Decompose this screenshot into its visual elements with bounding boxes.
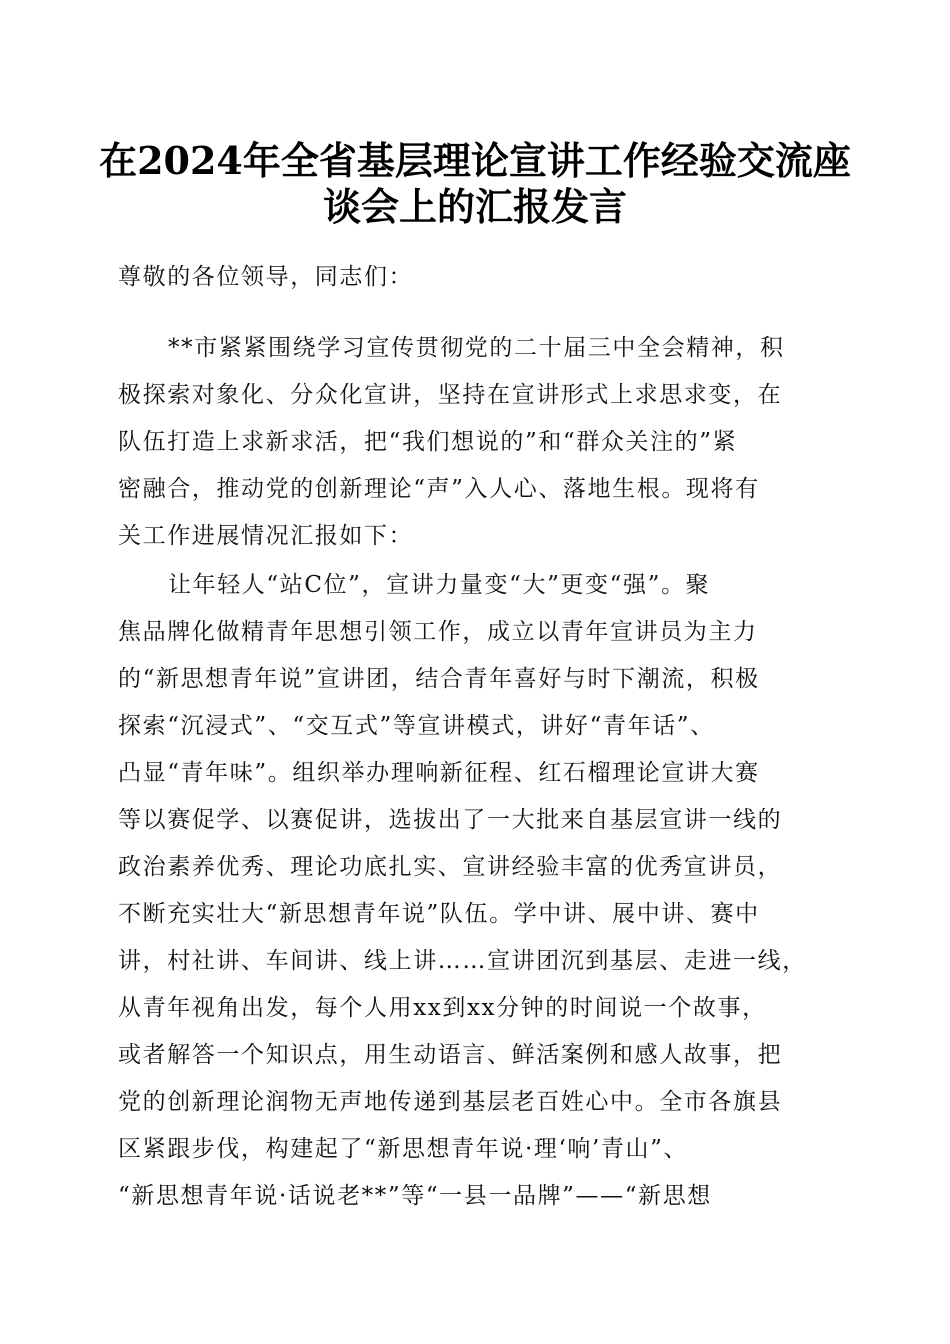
paragraph-1-line-3: 队伍打造上求新求活，把“我们想说的”和“群众关注的”紧 <box>118 429 738 455</box>
paragraph-2-line-1: 让年轻人“站C位”，宣讲力量变“大”更变“强”。聚 <box>168 572 711 598</box>
paragraph-2-line-10: 从青年视角出发，每个人用xx到xx分钟的时间说一个故事， <box>118 995 767 1021</box>
paragraph-2-line-4: 探索“沉浸式”、“交互式”等宣讲模式，讲好“青年话”、 <box>118 713 715 739</box>
paragraph-1-line-2: 极探索对象化、分众化宣讲，坚持在宣讲形式上求思求变，在 <box>118 382 783 408</box>
salutation: 尊敬的各位领导，同志们： <box>118 264 414 290</box>
paragraph-2-line-9: 讲，村社讲、车间讲、线上讲……宣讲团沉到基层、走进一线， <box>118 948 807 974</box>
paragraph-2-line-14: “新思想青年说·话说老**”等“一县一品牌”——“新思想 <box>118 1183 712 1209</box>
paragraph-1-line-4: 密融合，推动党的创新理论“声”入人心、落地生根。现将有 <box>118 476 760 502</box>
paragraph-2-line-6: 等以赛促学、以赛促讲，选拔出了一大批来自基层宣讲一线的 <box>118 807 783 833</box>
paragraph-1-line-1: **市紧紧围绕学习宣传贯彻党的二十届三中全会精神，积 <box>168 335 785 361</box>
paragraph-2-line-11: 或者解答一个知识点，用生动语言、鲜活案例和感人故事，把 <box>118 1042 783 1068</box>
paragraph-2-line-5: 凸显“青年味”。组织举办理响新征程、红石榴理论宣讲大赛 <box>118 760 760 786</box>
paragraph-2-line-3: 的“新思想青年说”宣讲团，结合青年喜好与时下潮流，积极 <box>118 666 760 692</box>
paragraph-2-line-13: 区紧跟步伐，构建起了“新思想青年说·理‘响’青山”、 <box>118 1136 689 1162</box>
paragraph-1-line-5: 关工作进展情况汇报如下： <box>118 523 414 549</box>
paragraph-2-line-2: 焦品牌化做精青年思想引领工作，成立以青年宣讲员为主力 <box>118 619 758 645</box>
paragraph-2-line-7: 政治素养优秀、理论功底扎实、宣讲经验丰富的优秀宣讲员， <box>118 854 783 880</box>
document-title-line-1: 在2024年全省基层理论宣讲工作经验交流座 <box>99 138 851 183</box>
paragraph-2-line-8: 不断充实壮大“新思想青年说”队伍。学中讲、展中讲、赛中 <box>118 901 760 927</box>
paragraph-2-line-12: 党的创新理论润物无声地传递到基层老百姓心中。全市各旗县 <box>118 1089 783 1115</box>
document-title-line-2: 谈会上的汇报发言 <box>322 184 627 229</box>
